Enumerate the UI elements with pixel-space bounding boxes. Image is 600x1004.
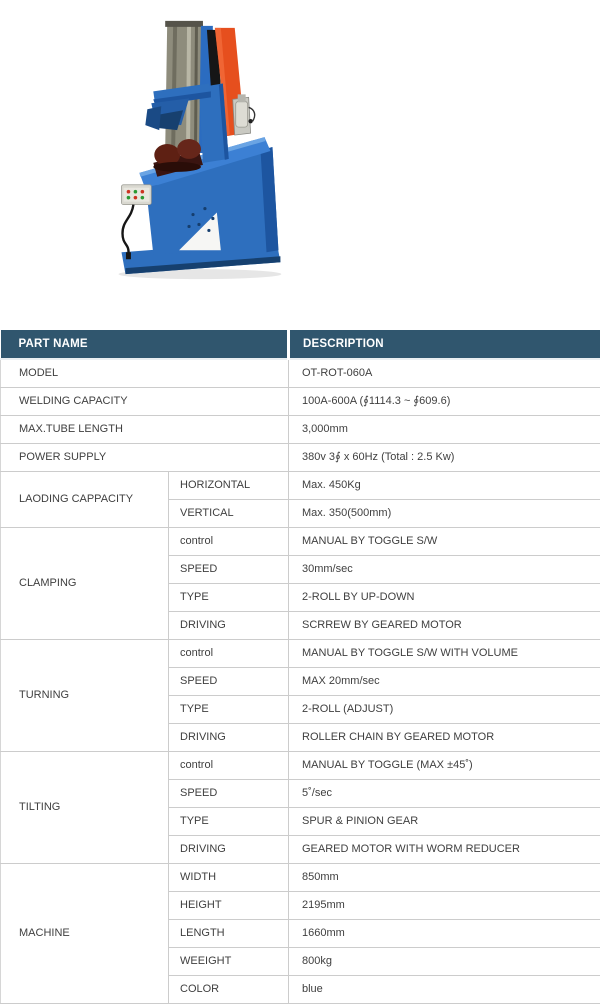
description-cell: 2195mm [289, 892, 600, 920]
sub-part-cell: VERTICAL [169, 500, 289, 528]
table-row [1, 416, 600, 444]
sub-part-cell: HEIGHT [169, 892, 289, 920]
sub-part-cell: COLOR [169, 976, 289, 1004]
sub-part-cell: TYPE [169, 584, 289, 612]
table-row [1, 472, 600, 500]
table-row [1, 528, 600, 556]
sub-part-cell: TYPE [169, 808, 289, 836]
sub-part-cell: HORIZONTAL [169, 472, 289, 500]
table-header-row [1, 330, 600, 359]
part-name-cell: WELDING CAPACITY [1, 388, 289, 416]
part-name-cell: POWER SUPPLY [1, 444, 289, 472]
table-row [1, 359, 600, 388]
sub-part-cell: DRIVING [169, 724, 289, 752]
sub-part-cell: TYPE [169, 696, 289, 724]
description-cell: blue [289, 976, 600, 1004]
part-name-cell: MODEL [1, 359, 289, 388]
description-cell: GEARED MOTOR WITH WORM REDUCER [289, 836, 600, 864]
part-name-cell: MAX.TUBE LENGTH [1, 416, 289, 444]
spec-table [0, 330, 600, 1004]
product-photo [95, 4, 295, 292]
table-row [1, 864, 600, 892]
description-cell: 380v 3∮ x 60Hz (Total : 2.5 Kw) [289, 444, 600, 472]
table-row [1, 388, 600, 416]
description-cell: 1660mm [289, 920, 600, 948]
part-name-cell: TURNING [1, 640, 169, 752]
description-cell: 5˚/sec [289, 780, 600, 808]
table-row [1, 752, 600, 780]
sub-part-cell: LENGTH [169, 920, 289, 948]
spec-table-body [1, 359, 600, 1004]
description-cell: MANUAL BY TOGGLE S/W WITH VOLUME [289, 640, 600, 668]
description-cell: 850mm [289, 864, 600, 892]
description-cell: MANUAL BY TOGGLE S/W [289, 528, 600, 556]
description-cell: MANUAL BY TOGGLE (MAX ±45˚) [289, 752, 600, 780]
sub-part-cell: control [169, 528, 289, 556]
part-name-cell: TILTING [1, 752, 169, 864]
sub-part-cell: SPEED [169, 668, 289, 696]
sub-part-cell: control [169, 640, 289, 668]
description-cell: 30mm/sec [289, 556, 600, 584]
description-cell: ROLLER CHAIN BY GEARED MOTOR [289, 724, 600, 752]
sub-part-cell: SPEED [169, 780, 289, 808]
part-name-cell: CLAMPING [1, 528, 169, 640]
description-header: DESCRIPTION [289, 330, 600, 359]
description-cell: 3,000mm [289, 416, 600, 444]
machine-illustration [95, 4, 295, 292]
description-cell: Max. 350(500mm) [289, 500, 600, 528]
description-cell: SPUR & PINION GEAR [289, 808, 600, 836]
sub-part-cell: DRIVING [169, 612, 289, 640]
sub-part-cell: SPEED [169, 556, 289, 584]
sub-part-cell: WEEIGHT [169, 948, 289, 976]
description-cell: 2-ROLL (ADJUST) [289, 696, 600, 724]
description-cell: 2-ROLL BY UP-DOWN [289, 584, 600, 612]
sub-part-cell: control [169, 752, 289, 780]
sub-part-cell: WIDTH [169, 864, 289, 892]
sub-part-cell: DRIVING [169, 836, 289, 864]
description-cell: OT-ROT-060A [289, 359, 600, 388]
table-row [1, 640, 600, 668]
description-cell: MAX 20mm/sec [289, 668, 600, 696]
table-row [1, 444, 600, 472]
description-cell: 800kg [289, 948, 600, 976]
part-name-cell: LAODING CAPPACITY [1, 472, 169, 528]
description-cell: Max. 450Kg [289, 472, 600, 500]
description-cell: SCRREW BY GEARED MOTOR [289, 612, 600, 640]
description-cell: 100A-600A (∮1114.3 ~ ∮609.6) [289, 388, 600, 416]
part-name-header: PART NAME [1, 330, 289, 359]
part-name-cell: MACHINE [1, 864, 169, 1004]
